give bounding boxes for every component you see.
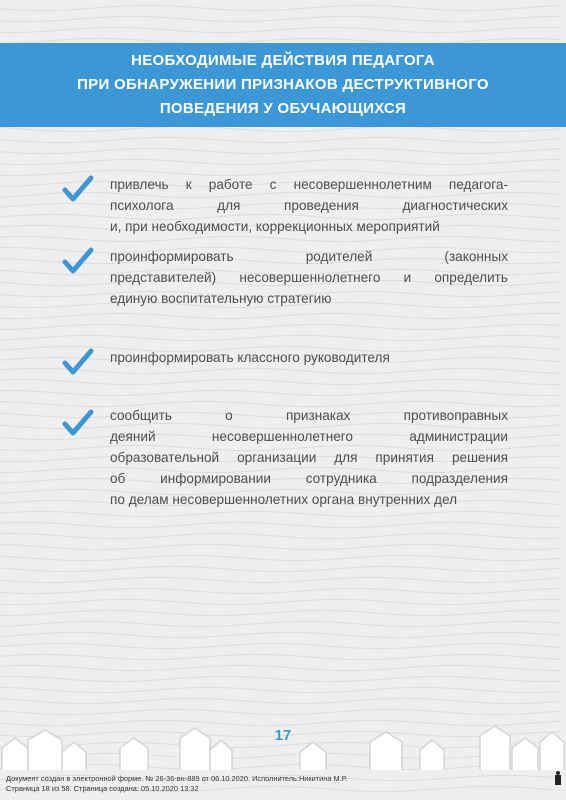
action-item-1 <box>62 174 512 244</box>
text-line: проинформировать родителей (законных <box>110 249 508 264</box>
title-banner <box>0 43 566 127</box>
text-line: деяний несовершеннолетнего администрации <box>110 429 508 444</box>
title-line-1: НЕОБХОДИМЫЕ ДЕЙСТВИЯ ПЕДАГОГА <box>131 52 435 69</box>
text-line: сообщить о признаках противоправных <box>110 408 508 423</box>
wave-line <box>0 687 560 692</box>
house-silhouette <box>300 742 326 770</box>
wave-line <box>0 588 560 593</box>
signature-stamp-icon <box>553 770 563 786</box>
title-line-2: ПРИ ОБНАРУЖЕНИИ ПРИЗНАКОВ ДЕСТРУКТИВНОГО <box>77 76 489 93</box>
wave-line <box>0 27 560 32</box>
text-line: образовательной организации для принятия решения <box>110 450 508 465</box>
check-icon <box>62 408 94 438</box>
wave-line <box>0 533 560 538</box>
wave-line <box>0 137 560 142</box>
wave-line <box>0 390 560 395</box>
text-line: психолога для проведения диагностических <box>110 198 508 213</box>
action-item-3 <box>62 347 512 377</box>
wave-line <box>0 148 560 153</box>
page-number: 17 <box>274 727 292 744</box>
text-line: единую воспитательную стратегию <box>110 291 332 306</box>
wave-line <box>0 324 560 329</box>
wave-line <box>0 335 560 340</box>
wave-line <box>0 610 560 615</box>
wave-line <box>0 544 560 549</box>
wave-line <box>0 379 560 384</box>
check-icon <box>62 174 94 204</box>
action-item-text <box>110 174 508 237</box>
wave-line <box>0 566 560 571</box>
house-silhouette <box>62 742 86 770</box>
action-item-text <box>110 246 508 309</box>
title-line-3: ПОВЕДЕНИЯ У ОБУЧАЮЩИХСЯ <box>159 100 407 117</box>
document-footer-line-1: Документ создан в электронной форме. № 26-36-вн-889 от 06.10.2020. Исполнитель:Никитина М.Р. <box>6 774 348 783</box>
wave-line <box>0 599 560 604</box>
text-line: об информировании сотрудника подразделения <box>110 471 508 486</box>
wave-line <box>0 126 560 131</box>
wave-line <box>0 720 560 725</box>
text-line: проинформировать классного руководителя <box>110 350 390 365</box>
wave-line <box>0 709 560 714</box>
wave-line <box>0 159 560 164</box>
wave-line <box>0 665 560 670</box>
text-line: привлечь к работе с несовершеннолетним педагога- <box>110 177 508 192</box>
wave-line <box>0 16 560 21</box>
action-item-4 <box>62 405 512 515</box>
text-line: представителей) несовершеннолетнего и определить <box>110 270 508 285</box>
action-item-text <box>110 347 508 368</box>
wave-line <box>0 654 560 659</box>
wave-line <box>0 621 560 626</box>
wave-line <box>0 698 560 703</box>
wave-line <box>0 5 560 10</box>
check-icon <box>62 246 94 276</box>
action-item-2 <box>62 246 512 316</box>
wave-line <box>0 577 560 582</box>
wave-line <box>0 555 560 560</box>
wave-line <box>0 676 560 681</box>
text-line: по делам несовершеннолетних органа внутренних дел <box>110 492 458 507</box>
action-item-text <box>110 405 508 510</box>
house-silhouette <box>420 740 444 770</box>
wave-line <box>0 632 560 637</box>
house-silhouette <box>210 740 232 770</box>
check-icon <box>62 347 94 377</box>
wave-line <box>0 643 560 648</box>
text-line: и, при необходимости, коррекционных мероприятий <box>110 219 440 234</box>
document-footer-line-2: Страница 18 из 58. Страница создана: 05.10.2020 13:32 <box>6 784 199 793</box>
wave-line <box>0 522 560 527</box>
